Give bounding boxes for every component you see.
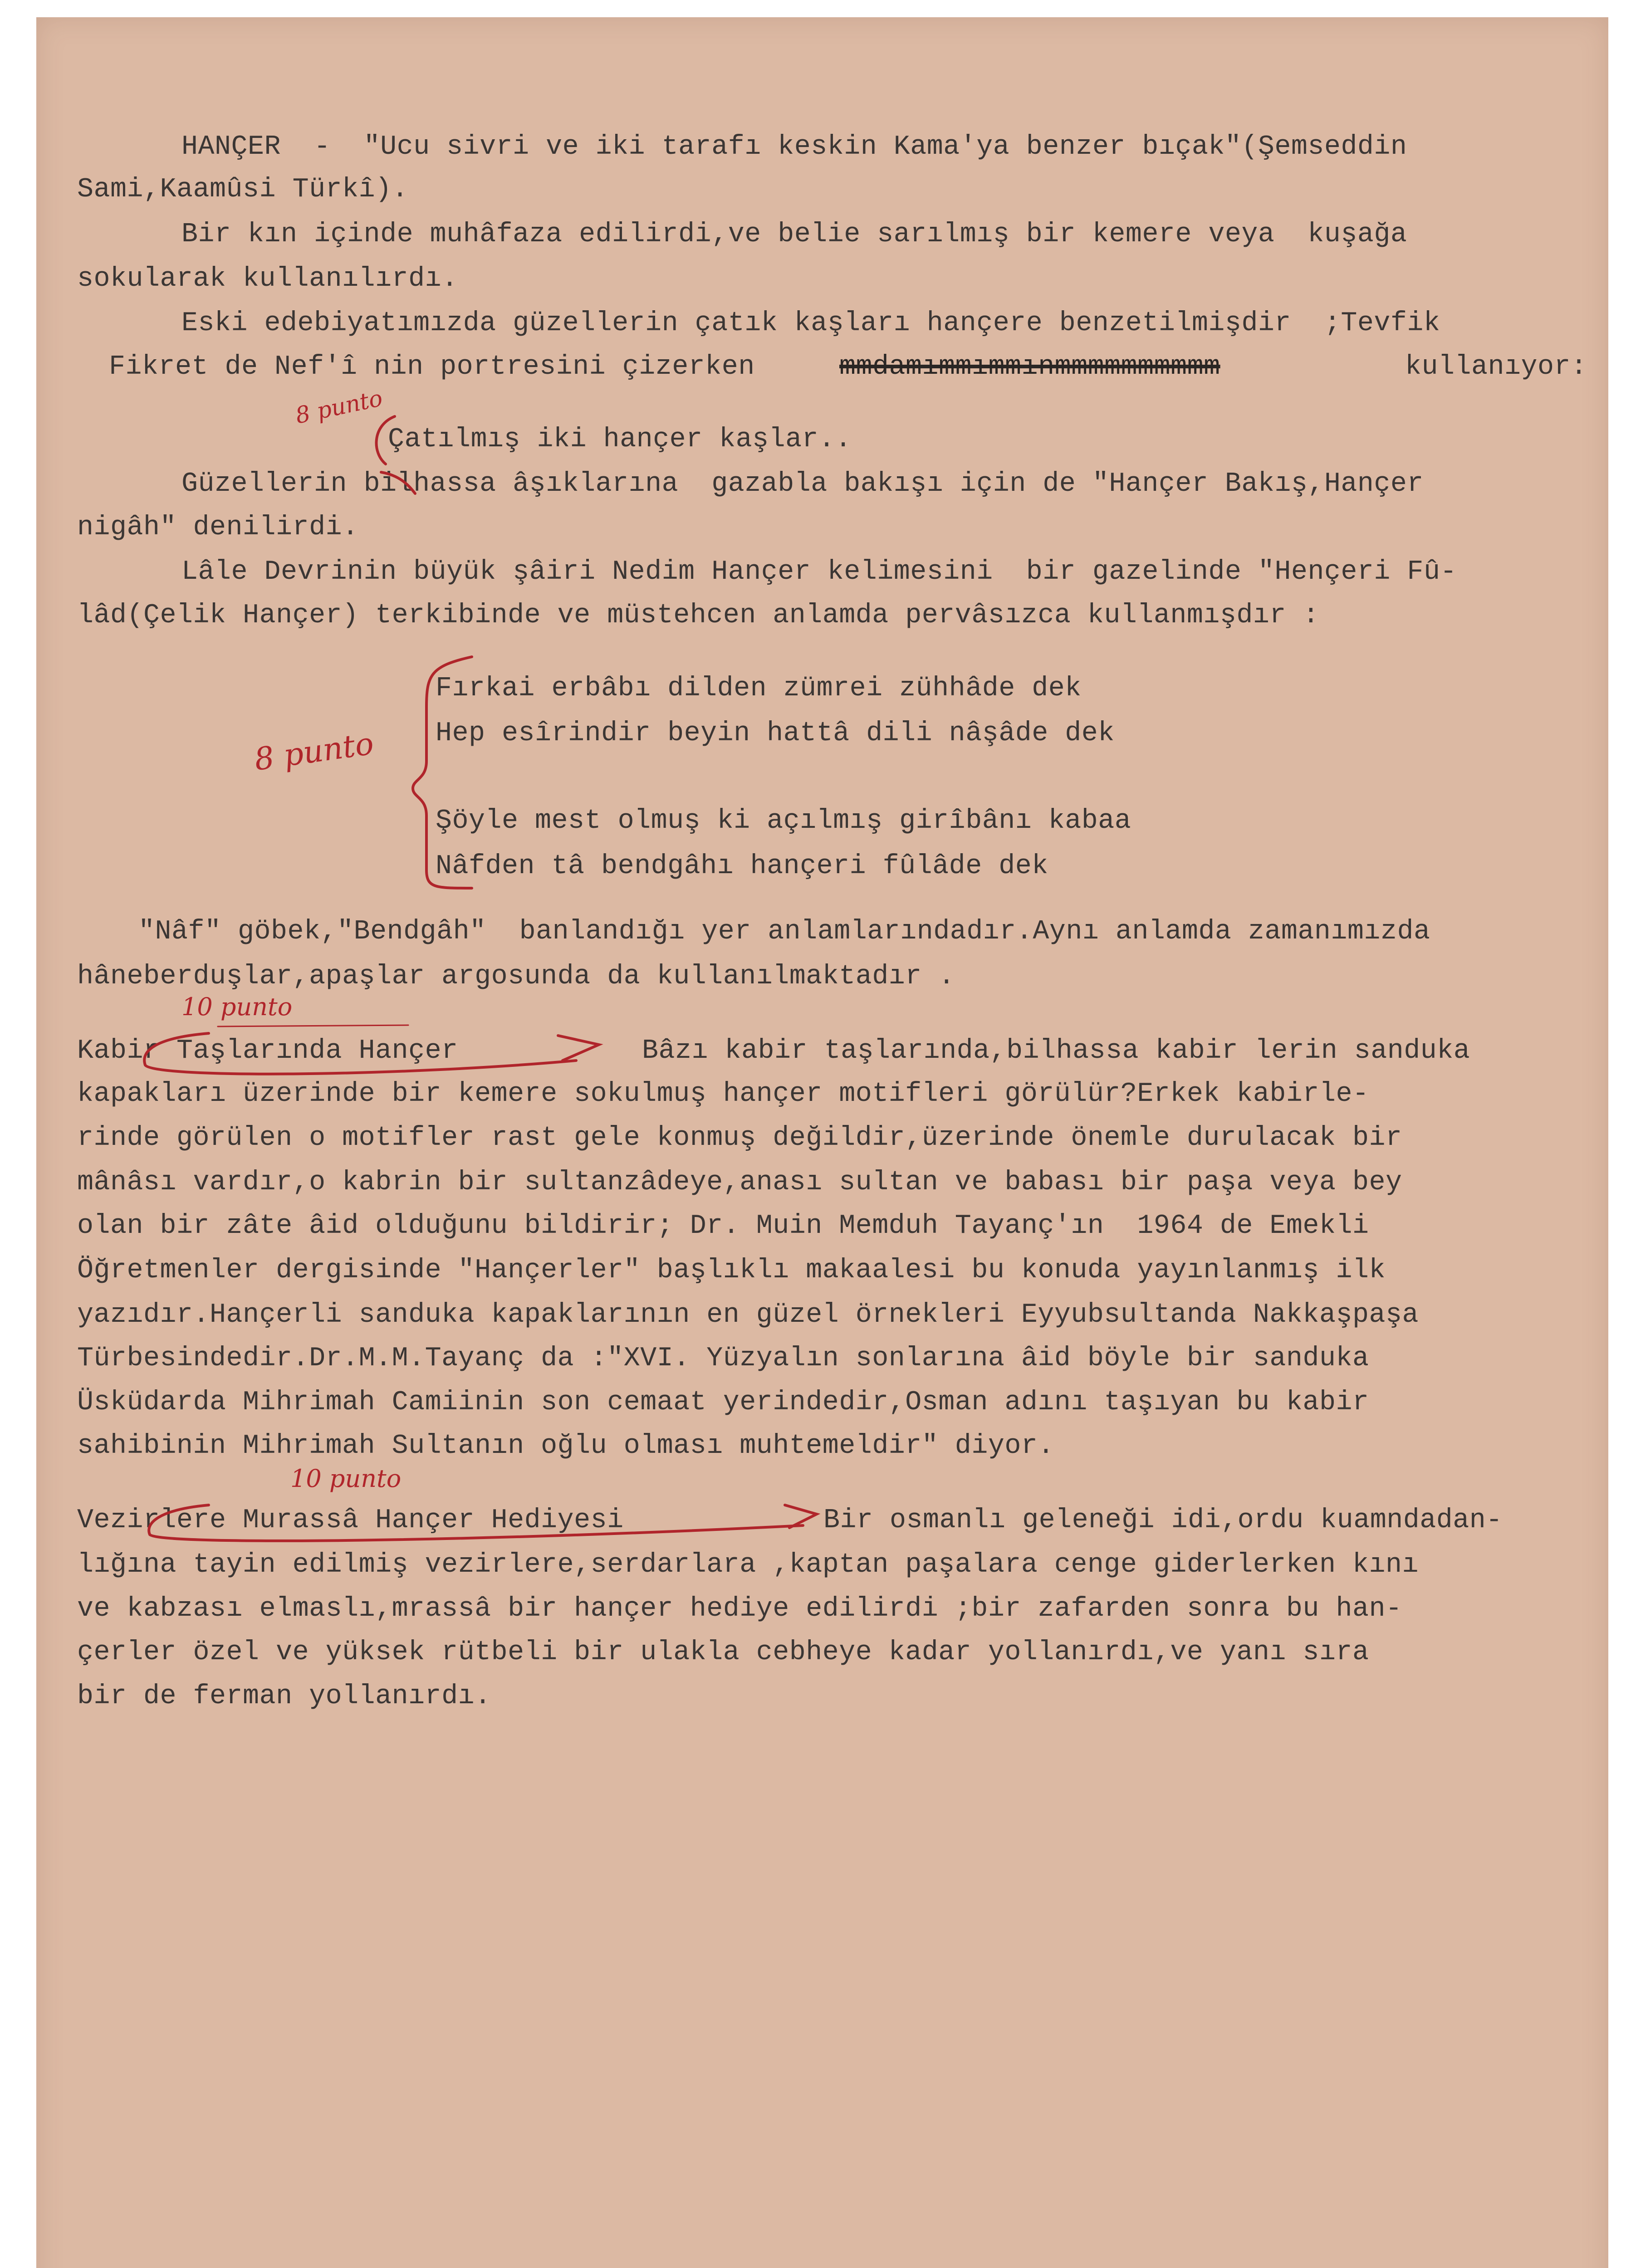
text-line: lâd(Çelik Hançer) terkibinde ve müstehcen anlamda pervâsızca kullanmışdır : xyxy=(77,600,1319,631)
text-line: sokularak kullanılırdı. xyxy=(77,264,458,294)
underline-mark xyxy=(218,1025,408,1026)
text-line: çerler özel ve yüksek rütbeli bir ulakla cebheye kadar yollanırdı,ve yanı sıra xyxy=(77,1637,1369,1668)
text-line: Bir osmanlı geleneği idi,ordu kuamndadan- xyxy=(823,1505,1503,1536)
text-line: ve kabzası elmaslı,mrassâ bir hançer hediye edilirdi ;bir zafarden sonra bu han- xyxy=(77,1593,1402,1624)
section-heading-vezirlere: Vezirlere Murassâ Hançer Hediyesi xyxy=(77,1505,624,1536)
handwritten-note: 10 punto xyxy=(290,1464,402,1493)
heading-loop xyxy=(144,1033,576,1074)
text-line: HANÇER - "Ucu sivri ve iki tarafı keskin Kama'ya benzer bıçak"(Şemseddin xyxy=(181,132,1407,162)
poem-line: Şöyle mest olmuş ki açılmış girîbânı kabaa xyxy=(436,806,1131,836)
red-pen-marks xyxy=(36,17,1608,2268)
text-line: Eski edebiyatımızda güzellerin çatık kaşları hançere benzetilmişdir ;Tevfik xyxy=(181,308,1440,339)
poem-line: Nâfden tâ bendgâhı hançeri fûlâde dek xyxy=(436,851,1048,882)
typed-document-page xyxy=(36,17,1608,2268)
text-line: Bir kın içinde muhâfaza edilirdi,ve belie sarılmış bir kemere veya kuşağa xyxy=(181,219,1407,250)
text-line: Lâle Devrinin büyük şâiri Nedim Hançer kelimesini bir gazelinde "Hençeri Fû- xyxy=(181,557,1457,587)
text-line: Fikret de Nef'î nin portresini çizerken xyxy=(109,352,755,382)
text-line: yazıdır.Hançerli sanduka kapaklarının en güzel örnekleri Eyyubsultanda Nakkaşpaşa xyxy=(77,1300,1419,1330)
text-line: Sami,Kaamûsi Türkî). xyxy=(77,174,409,205)
text-line: lığına tayin edilmiş vezirlere,serdarlara ,kaptan paşalara cenge giderlerken kını xyxy=(77,1549,1419,1580)
text-line: kullanıyor: xyxy=(1405,352,1587,382)
text-line: bir de ferman yollanırdı. xyxy=(77,1681,491,1712)
poem-line: Fırkai erbâbı dilden zümrei zühhâde dek xyxy=(436,673,1082,704)
text-line: sahibinin Mihrimah Sultanın oğlu olması muhtemeldir" diyor. xyxy=(77,1431,1054,1461)
section-heading-kabir: Kabir Taşlarında Hançer xyxy=(77,1036,458,1066)
heading-loop xyxy=(149,1505,803,1541)
poem-bracket xyxy=(413,657,472,888)
text-line: Üsküdarda Mihrimah Camiinin son cemaat yerindedir,Osman adını taşıyan bu kabir xyxy=(77,1387,1369,1418)
text-line: Türbesindedir.Dr.M.M.Tayanç da :"XVI. Yüzyalın sonlarına âid böyle bir sanduka xyxy=(77,1343,1369,1374)
handwritten-note: 8 punto xyxy=(293,385,385,429)
handwritten-note: 10 punto xyxy=(181,992,293,1021)
text-line: nigâh" denilirdi. xyxy=(77,512,359,543)
struck-out-text: mmdamımmımmınmmmmmmmmmm xyxy=(839,352,1220,382)
text-line: kapakları üzerinde bir kemere sokulmuş hançer motifleri görülür?Erkek kabirle- xyxy=(77,1079,1369,1110)
text-line: Bâzı kabir taşlarında,bilhassa kabir lerin sanduka xyxy=(642,1036,1470,1066)
text-line: mânâsı vardır,o kabrin bir sultanzâdeye,anası sultan ve babası bir paşa veya bey xyxy=(77,1167,1402,1198)
text-line: hâneberduşlar,apaşlar argosunda da kullanılmaktadır . xyxy=(77,961,955,992)
text-line: Öğretmenler dergisinde "Hançerler" başlıklı makaalesi bu konuda yayınlanmış ilk xyxy=(77,1255,1386,1286)
arrow-mark xyxy=(381,472,415,494)
arrow-mark xyxy=(558,1036,599,1061)
handwritten-note: 8 punto xyxy=(252,725,376,778)
text-line: "Nâf" göbek,"Bendgâh" banlandığı yer anlamlarındadır.Aynı anlamda zamanımızda xyxy=(138,916,1430,947)
bracket-mark xyxy=(377,416,395,464)
text-line: Güzellerin bilhassa âşıklarına gazabla bakışı için de "Hançer Bakış,Hançer xyxy=(181,469,1424,499)
poem-line: Hep esîrindir beyin hattâ dili nâşâde dek xyxy=(436,718,1115,749)
text-line: rinde görülen o motifler rast gele konmuş değildir,üzerinde önemle durulacak bir xyxy=(77,1123,1402,1154)
quoted-verse: Çatılmış iki hançer kaşlar.. xyxy=(388,424,852,455)
text-line: olan bir zâte âid olduğunu bildirir; Dr. Muin Memduh Tayanç'ın 1964 de Emekli xyxy=(77,1211,1369,1242)
